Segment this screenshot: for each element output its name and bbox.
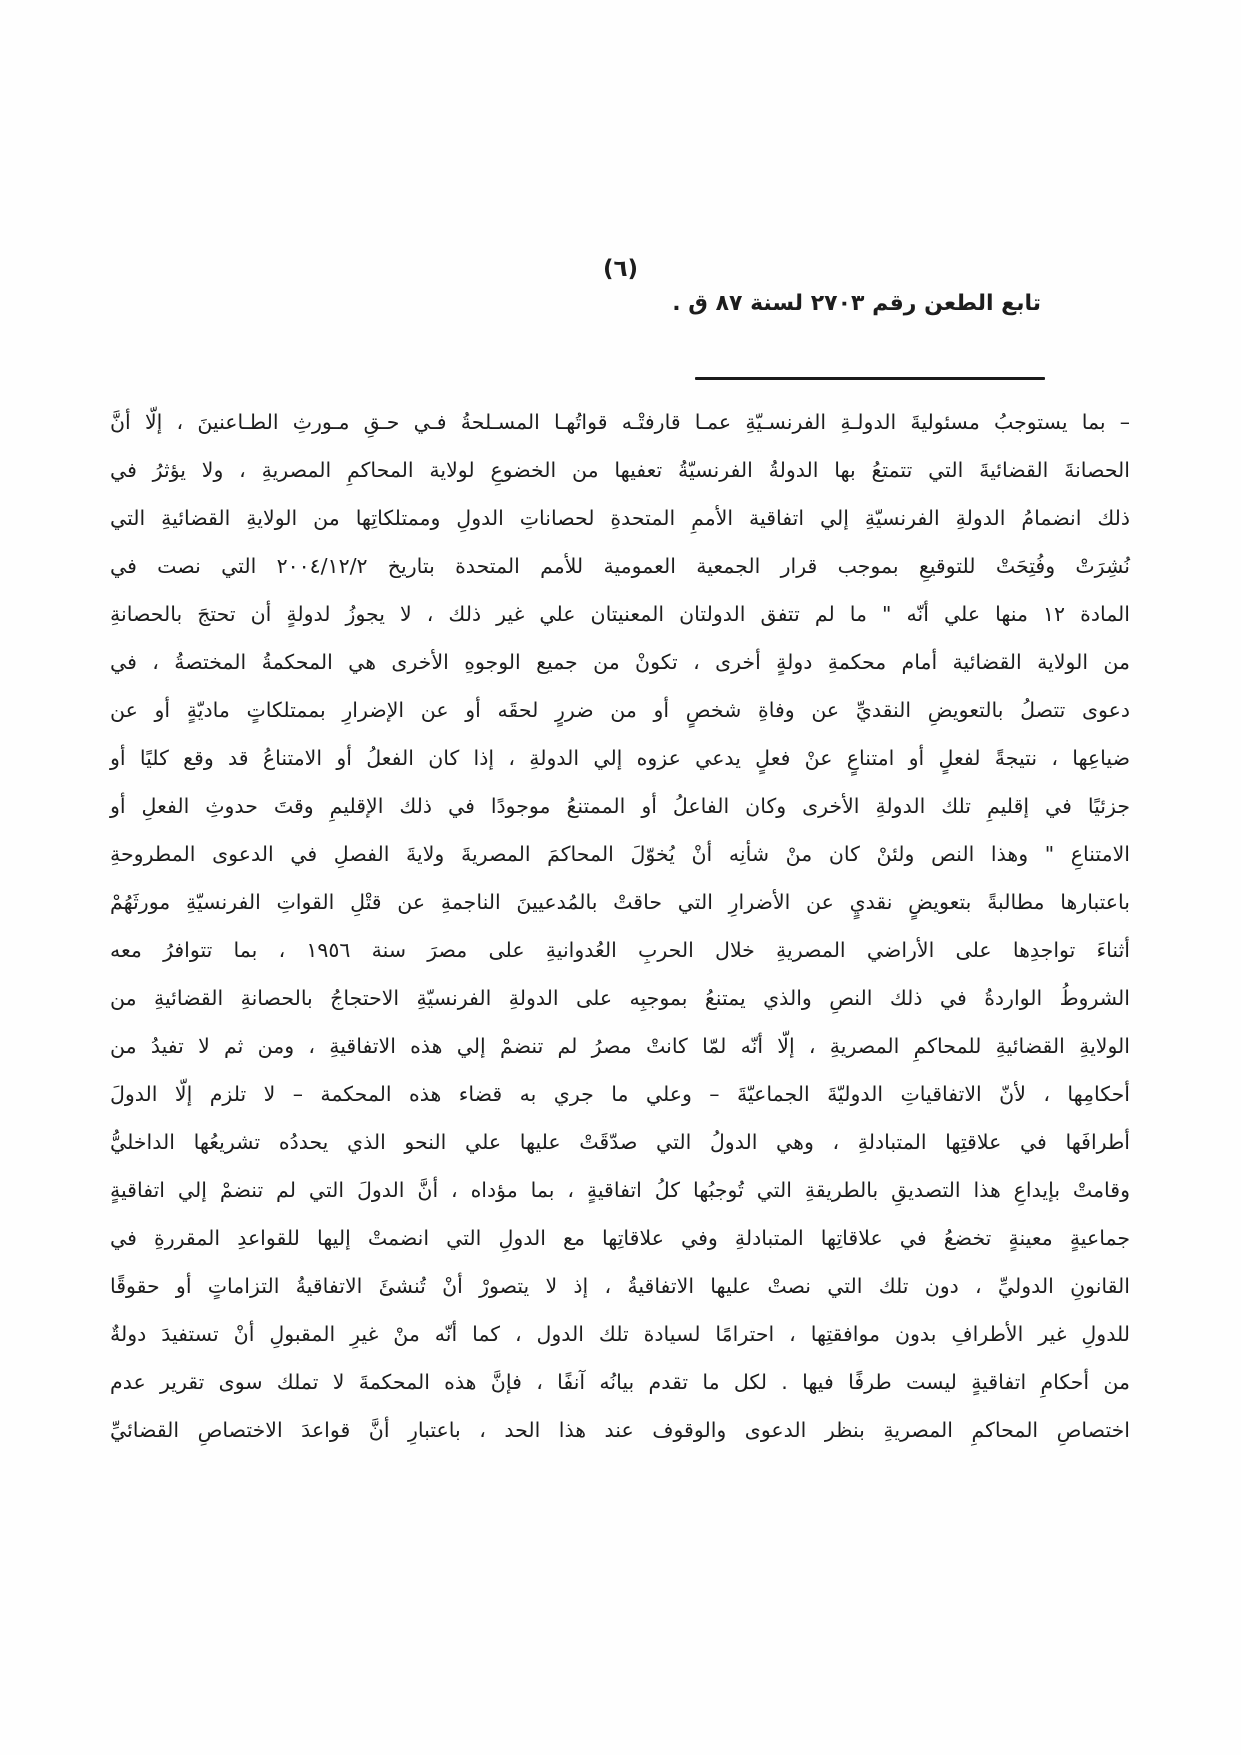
body-line: وقامتْ بإيداعِ هذا التصديقِ بالطريقةِ التي تُوجبُها كلُ اتفاقيةٍ ، بما مؤداه ، أنَّ الدولَ التي لم تنضمْ إلي اتفاقيةٍ	[110, 1178, 1130, 1202]
body-line: من الولاية القضائية أمام محكمةِ دولةٍ أخرى ، تكونْ من جميع الوجوهِ الأخرى هي المحكمةُ المختصةُ ، في	[110, 650, 1130, 674]
case-header-title: تابع الطعن رقم ٢٧٠٣ لسنة ٨٧ ق .	[672, 291, 1041, 316]
body-line: جماعيةٍ معينةٍ تخضعُ في علاقاتِها المتبادلةِ وفي علاقاتِها مع الدولِ التي انضمتْ إليها للقواعدِ المقررةِ في	[110, 1226, 1130, 1250]
body-line: جزئيًا في إقليمِ تلك الدولةِ الأخرى وكان الفاعلُ أو الممتنعُ موجودًا في ذلك الإقليمِ وقتَ حدوثِ الفعلِ أو	[110, 794, 1130, 818]
body-line: أثناءَ تواجدِها على الأراضي المصريةِ خلال الحربِ العُدوانيةِ على مصرَ سنة ١٩٥٦ ، بما تتوافرُ معه	[110, 938, 1130, 962]
body-line: – بما يستوجبُ مسئوليةَ الدولـةِ الفرنسـيّةِ عمـا قارفتْـه قواتُهـا المسـلحةُ فـي حـقِ مـورثِ الطـاعنينَ ، إلّا أنَّ	[110, 410, 1130, 434]
body-line: أطرافَها في علاقتِها المتبادلةِ ، وهي الدولُ التي صدّقَتْ عليها علي النحو الذي يحددُه تشريعُها الداخليُّ	[110, 1130, 1130, 1154]
body-line: للدولِ غير الأطرافِ بدون موافقتِها ، احترامًا لسيادة تلك الدول ، كما أنّه منْ غيرِ المقبولِ أنْ تستفيدَ دولةٌ	[110, 1322, 1130, 1346]
body-line: الحصانةَ القضائيةَ التي تتمتعُ بها الدولةُ الفرنسيّةُ تعفيها من الخضوعِ لولاية المحاكمِ المصريةِ ، ولا يؤثرُ في	[110, 458, 1130, 482]
body-line: ضياعِها ، نتيجةً لفعلٍ أو امتناعٍ عنْ فعلٍ يدعي عزوه إلي الدولةِ ، إذا كان الفعلُ أو الامتناعُ قد وقع كليًا أو	[110, 746, 1130, 770]
body-line: المادة ١٢ منها علي أنّه " ما لم تتفق الدولتان المعنيتان علي غير ذلك ، لا يجوزُ لدولةٍ أن تحتجَ بالحصانةِ	[110, 602, 1130, 626]
body-line: نُشِرَتْ وفُتِحَتْ للتوقيعِ بموجب قرار الجمعية العمومية للأمم المتحدة بتاريخ ٢٠٠٤/١٢/٢ التي نصت في	[110, 554, 1130, 578]
body-line: باعتبارها مطالبةً بتعويضٍ نقديٍ عن الأضرارِ التي حاقتْ بالمُدعيينَ الناجمةِ عن قتْلِ القواتِ الفرنسيّةِ مورثَهُمْ	[110, 890, 1130, 914]
body-line: دعوى تتصلُ بالتعويضِ النقديِّ عن وفاةِ شخصٍ أو من ضررٍ لحقَه أو عن الإضرارِ بممتلكاتٍ ماديّةٍ أو عن	[110, 698, 1130, 722]
body-line: الامتناعِ " وهذا النص ولئنْ كان منْ شأنِه أنْ يُخوّلَ المحاكمَ المصريةَ ولايةَ الفصلِ في الدعوى المطروحةِ	[110, 842, 1130, 866]
body-line: الشروطُ الواردةُ في ذلك النصِ والذي يمتنعُ بموجبِه على الدولةِ الفرنسيّةِ الاحتجاجُ بالحصانةِ القضائيةِ من	[110, 986, 1130, 1010]
body-line: اختصاصِ المحاكمِ المصريةِ بنظر الدعوى والوقوف عند هذا الحد ، باعتبارِ أنَّ قواعدَ الاختصاصِ القضائيِّ	[110, 1418, 1130, 1442]
body-line: ذلك انضمامُ الدولةِ الفرنسيّةِ إلي اتفاقية الأممِ المتحدةِ لحصاناتِ الدولِ وممتلكاتِها من الولايةِ القضائيةِ التي	[110, 506, 1130, 530]
judgment-body-paragraph	[110, 398, 1130, 1454]
body-line: أحكامِها ، لأنّ الاتفاقياتِ الدوليّةَ الجماعيّةَ – وعلي ما جري به قضاء هذه المحكمة – لا تلزم إلّا الدولَ	[110, 1082, 1130, 1106]
page-number: (٦)	[602, 256, 639, 282]
header-underline	[695, 377, 1045, 380]
body-line: من أحكامِ اتفاقيةٍ ليست طرفًا فيها . لكل ما تقدم بيانُه آنفًا ، فإنَّ هذه المحكمةَ لا تملك سوى تقرير عدم	[110, 1370, 1130, 1394]
body-line: القانونِ الدوليِّ ، دون تلك التي نصتْ عليها الاتفاقيةُ ، إذ لا يتصورْ أنْ تُنشئَ الاتفاقيةُ التزاماتٍ أو حقوقًا	[110, 1274, 1130, 1298]
body-line: الولايةِ القضائيةِ للمحاكمِ المصريةِ ، إلّا أنّه لمّا كانتْ مصرُ لم تنضمْ إلي هذه الاتفاقيةِ ، ومن ثم لا تفيدُ من	[110, 1034, 1130, 1058]
